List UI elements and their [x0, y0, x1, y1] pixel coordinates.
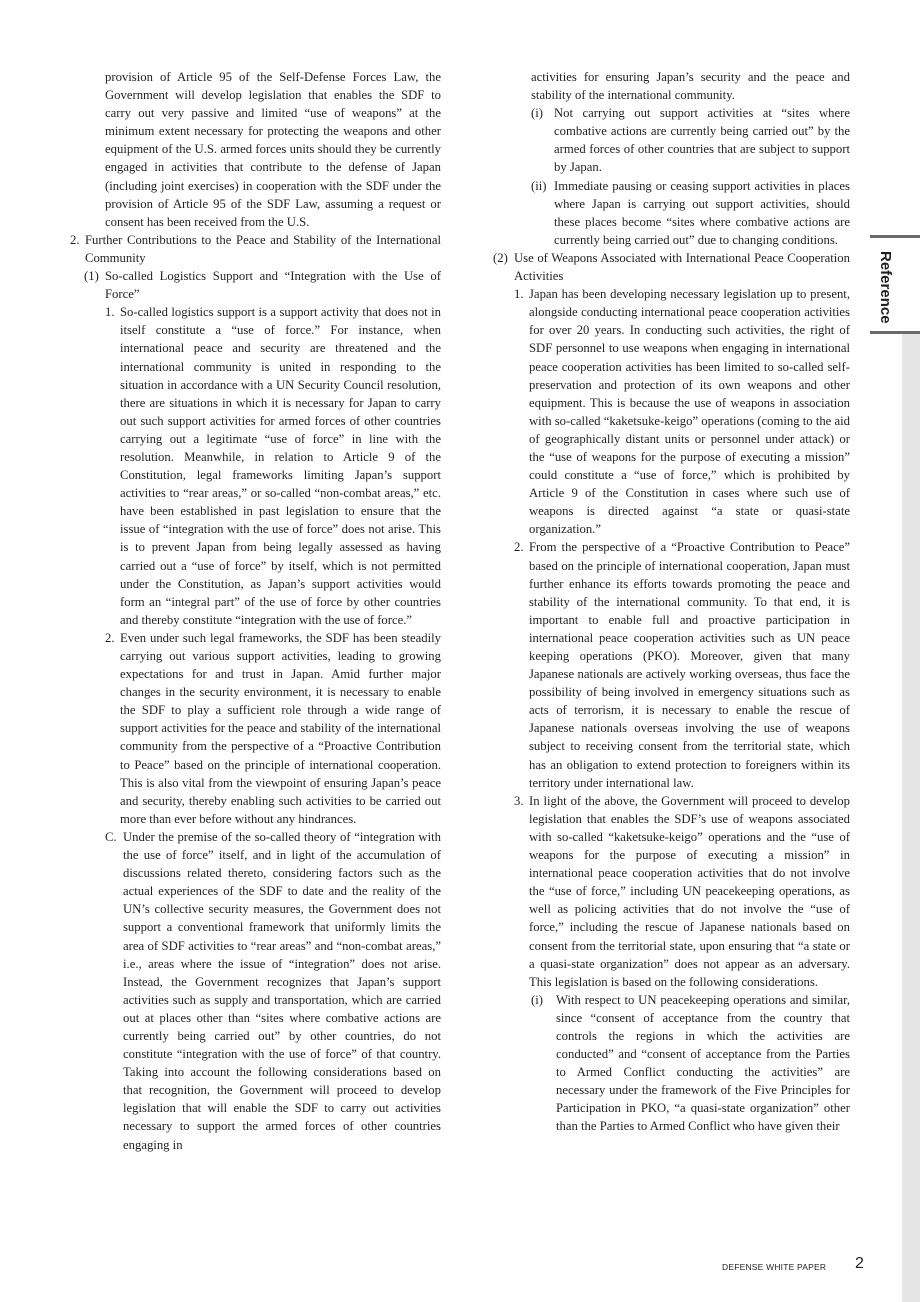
- subsection-1-heading: [70, 267, 441, 303]
- sub-list-item-number: (i): [531, 992, 543, 1007]
- list-item-number: 1.: [105, 305, 115, 320]
- list-item-number: 3.: [514, 793, 524, 808]
- sub-list-item: [493, 991, 850, 1136]
- list-item: [493, 538, 850, 791]
- list-item: [493, 285, 850, 538]
- tab-divider-top: [870, 235, 920, 238]
- list-item: [70, 303, 441, 629]
- list-item-text: From the perspective of a “Proactive Contribution to Peace” based on the principle of international cooperation, Japan must further enhance its efforts towards promoting the peace and stability of the international community. To that end, it is important to enable full and proactive participation in international peace cooperation activities such as UN peace keeping operations (PKO). Moreover, given that many Japanese nationals are actively working overseas, thus face the possibility of being involved in emergency situations such as acts of terrorism, it is necessary to enable the rescue of Japanese nationals overseas involving the use of weapons subject to receiving consent from the territorial state, which has an obligation to extend protection to foreigners within its territory under international law.: [529, 540, 850, 790]
- reference-tab[interactable]: Reference: [877, 250, 894, 324]
- sub-list-item-text: Immediate pausing or ceasing support activities in places where Japan is carrying out support activities, should these places become “sites where combative actions are currently being carried out” due to changing conditions.: [554, 178, 850, 247]
- subsection-number: (1): [84, 269, 99, 284]
- list-item: [493, 792, 850, 991]
- sub-list-item: [493, 104, 850, 176]
- list-item-text: Japan has been developing necessary legislation up to present, alongside conducting international peace cooperation activities for over 20 years. In conducting such activities, the right of SDF personnel to use weapons when engaging in international peace cooperation activities has been limited to so-called self-preservation and protection of its own weapons and other equipment. This is because the use of weapons in association with so-called “kaketsuke-keigo” operations (coming to the aid of geographically distant units or personnel under attack) or the “use of weapons for the purpose of executing a mission” could constitute a “use of force,” which is prohibited by Article 9 of the Constitution in cases where such use of weapons is directed against “a state or quasi-state organization.”: [529, 287, 850, 537]
- list-item-text: Under the premise of the so-called theory of “integration with the use of force” itself, and in light of the accumulation of discussions related thereto, considering factors such as the actual experiences of the SDF to date and the reality of the UN’s collective security measures, the Government does not support a conventional framework that uniformly limits the area of SDF activities to “rear areas” and “non-combat areas,” i.e., areas where the issue of “integration” does not arise. Instead, the Government recognizes that Japan’s support activities such as supply and transportation, which are carried out at places other than “sites where combative actions are currently being carried out” by other countries, do not constitute “integration with the use of force” of that country. Taking into account the following considerations based on that recognition, the Government will proceed to develop legislation that will enable the SDF to carry out activities necessary to support the armed forces of other countries engaging in: [123, 829, 441, 1152]
- right-column: [493, 68, 850, 1136]
- list-item-text: In light of the above, the Government will proceed to develop legislation that enables the SDF’s use of weapons associated with so-called “kaketsuke-keigo” operations and the “use of weapons for the purpose of executing a mission” in international peace cooperation activities that do not involve the “use of force,” including UN peacekeeping operations, as well as policing activities that do not involve the “use of force,” including the rescue of Japanese nationals based on consent from the territorial state, upon ensuring that “a state or a quasi-state organization” does not appear as an adversary. This legislation is based on the following considerations.: [529, 793, 850, 989]
- list-item-number: 2.: [105, 630, 115, 645]
- section-number: 2.: [70, 232, 80, 247]
- sub-list-item-number: (ii): [531, 178, 547, 193]
- sub-list-item-number: (i): [531, 106, 543, 121]
- subsection-title: So-called Logistics Support and “Integration with the Use of Force”: [105, 269, 441, 302]
- subsection-number: (2): [493, 250, 508, 265]
- list-item-number: 2.: [514, 540, 524, 555]
- continuation-text: activities for ensuring Japan’s security and the peace and stability of the international community.: [531, 70, 850, 103]
- intro-continuation: provision of Article 95 of the Self-Defense Forces Law, the Government will develop legislation that enables the SDF to carry out very passive and limited “use of weapons” at the minimum extent necessary for protecting the weapons and other equipment of the U.S. armed forces units should they be currently engaged in activities that contribute to the defense of Japan (including joint exercises) in cooperation with the SDF under the provision of Article 95 of the SDF Law, assuming a request or consent has been received from the U.S.: [105, 70, 441, 229]
- left-column: [70, 68, 441, 1154]
- page-number: 2: [855, 1255, 864, 1272]
- tab-divider-bottom: [870, 331, 920, 334]
- list-item-number: C.: [105, 829, 117, 844]
- list-item: [70, 828, 441, 1154]
- list-item-text: So-called logistics support is a support activity that does not in itself constitute a “use of force.” For instance, when international peace and security are threatened and the international community is united in responding to the situation in accordance with a UN Security Council resolution, there are situations in which it is necessary for Japan to carry out such support activities for armed forces of other countries carrying out a legitimate “use of force” in line with the resolution. Meanwhile, in relation to Article 9 of the Constitution, legal frameworks limiting Japan’s support activities to “rear areas,” or so-called “non-combat areas,” etc. have been established in past legislation to ensure that the issue of “integration with the use of force” does not arise. This is to prevent Japan from being legally assessed as having carried out a “use of force” by itself, which is not permitted under the Constitution, as Japan’s support activities would form an “integral part” of the use of force by other countries and thereby constitute “integration with the use of force.”: [120, 305, 441, 627]
- list-item-number: 1.: [514, 287, 524, 302]
- subsection-2-heading: [493, 249, 850, 285]
- section-2-heading: [70, 231, 441, 267]
- list-item-text: Even under such legal frameworks, the SDF has been steadily carrying out various support activities, leading to growing expectations for and trust in Japan. Amid further major changes in the security environment, it is necessary to enable the SDF to play a sufficient role through a wide range of support activities for the peace and stability of the international community from the perspective of a “Proactive Contribution to Peace” based on the principle of international cooperation. This is also vital from the viewpoint of ensuring Japan’s peace and security, thereby enabling such activities to be carried out more than ever before without any hindrances.: [120, 630, 441, 826]
- sidebar-strip: [902, 334, 920, 1302]
- sub-list-item-text: With respect to UN peacekeeping operations and similar, since “consent of acceptance from the country that controls the regions in which the activities are conducted” and “consent of acceptance from the Parties to Armed Conflict conducting the activities” are necessary under the framework of the Five Principles for Participation in PKO, “a quasi-state organization” other than the Parties to Armed Conflict who have given their: [556, 992, 850, 1134]
- sub-list-item-text: Not carrying out support activities at “sites where combative actions are currently being carried out” by the armed forces of other countries that are subject to support by Japan.: [554, 106, 850, 175]
- subsection-title: Use of Weapons Associated with International Peace Cooperation Activities: [514, 250, 850, 284]
- sub-list-item: [493, 177, 850, 249]
- footer-publication: DEFENSE WHITE PAPER: [722, 1262, 827, 1272]
- section-title: Further Contributions to the Peace and Stability of the International Community: [85, 232, 441, 265]
- list-item: [70, 629, 441, 828]
